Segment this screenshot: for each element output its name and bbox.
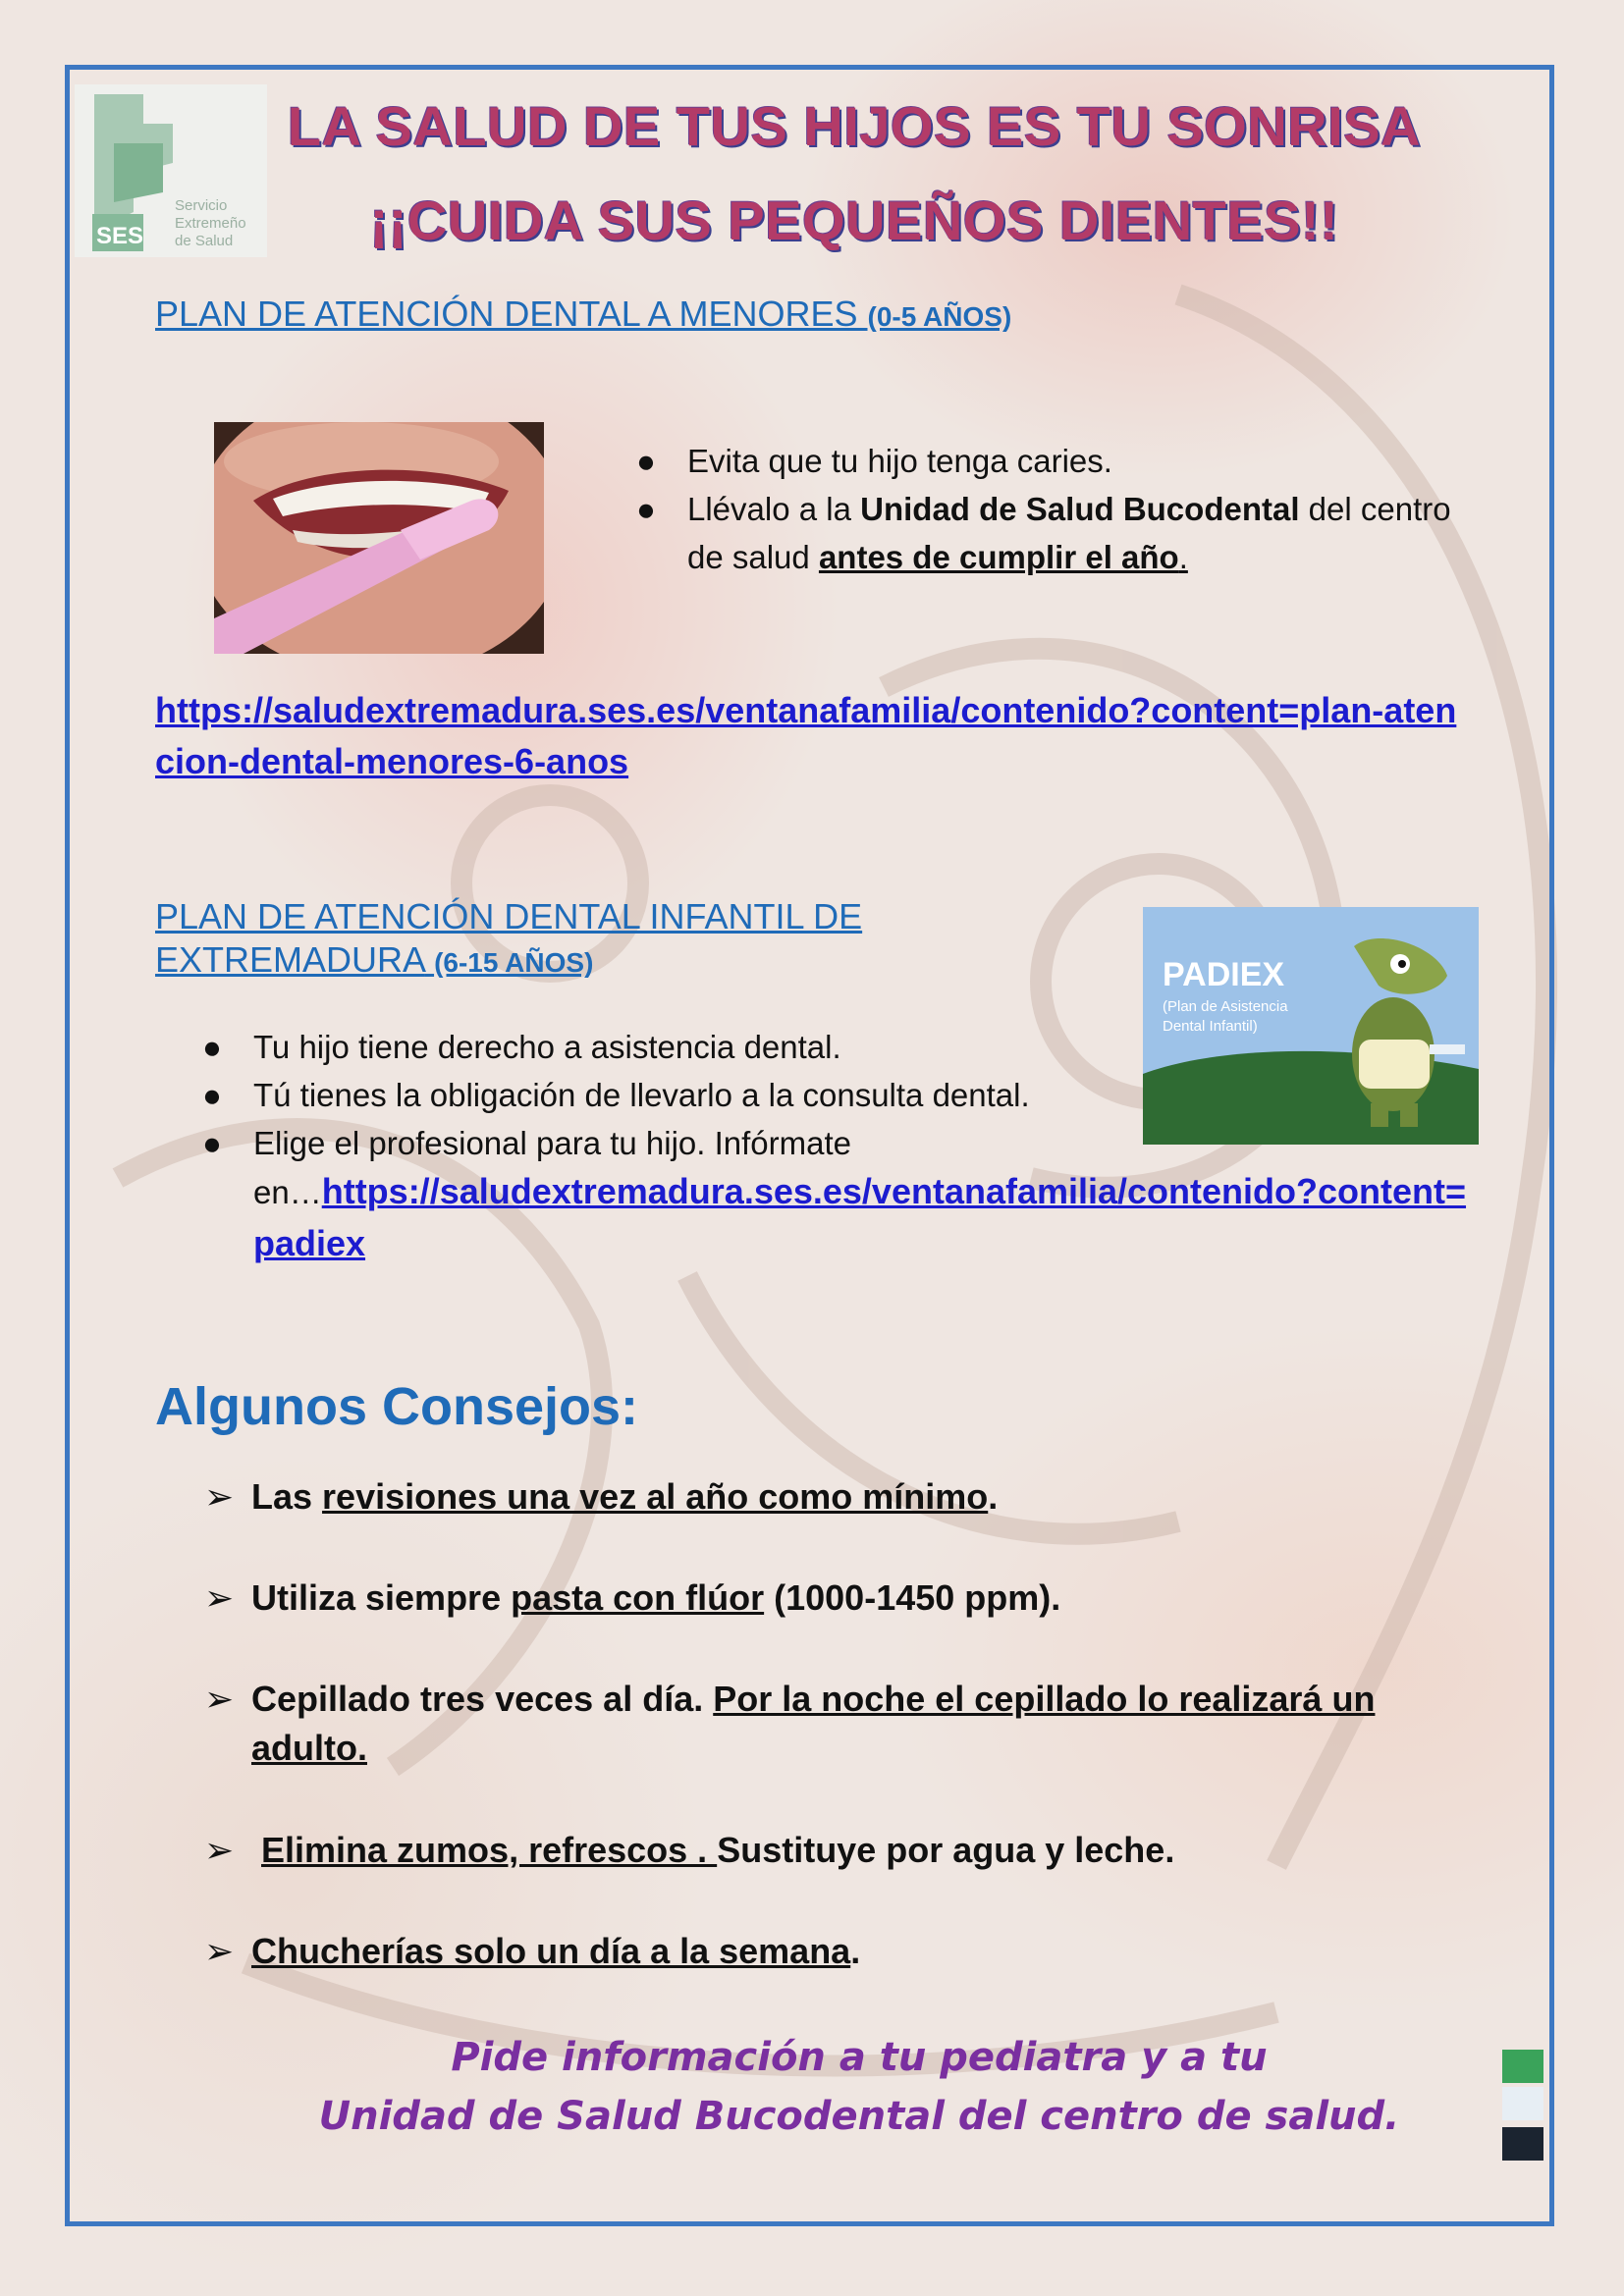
flag-white-stripe <box>1502 2087 1543 2120</box>
arrow-bullet-icon: ➢ <box>204 1577 235 1618</box>
consejos-heading: Algunos Consejos: <box>155 1377 639 1436</box>
footer-line1: Pide información a tu pediatra y a tu <box>451 2035 1268 2080</box>
link-prefix: en… <box>253 1174 322 1210</box>
list-item: ● Tu hijo tiene derecho a asistencia dental. <box>202 1023 1479 1071</box>
footer-note <box>226 2028 1492 2146</box>
list-item: ● Elige el profesional para tu hijo. Infórmate <box>202 1119 1479 1167</box>
section2-link[interactable]: https://saludextremadura.ses.es/ventanafamilia/contenido?content=padiex <box>253 1171 1467 1263</box>
section1-heading-text: PLAN DE ATENCIÓN DENTAL A MENORES <box>155 294 858 334</box>
page-title-line1: LA SALUD DE TUS HIJOS ES TU SONRISA <box>287 95 1422 157</box>
bullet-icon: ● <box>636 443 656 479</box>
svg-text:PADIEX: PADIEX <box>1163 956 1285 993</box>
tip-item: ➢ Chucherías solo un día a la semana. <box>206 1927 1483 1976</box>
bullet-icon: ● <box>202 1077 222 1113</box>
list-item: ● Llévalo a la Unidad de Salud Bucodental del centro de salud antes de cumplir el año. <box>636 485 1451 581</box>
svg-text:Dental Infantil): Dental Infantil) <box>1163 1018 1258 1035</box>
svg-text:SES: SES <box>96 223 144 249</box>
svg-text:de Salud: de Salud <box>175 233 234 249</box>
section2-heading-line2: EXTREMADURA <box>155 939 425 980</box>
section2-bullets <box>202 1023 1479 1167</box>
arrow-bullet-icon: ➢ <box>204 1679 235 1719</box>
section1-heading-age: (0-5 AÑOS) <box>867 301 1012 332</box>
child-toothbrush-photo <box>214 422 544 654</box>
bullet-icon: ● <box>636 491 656 527</box>
bullet-icon: ● <box>202 1029 222 1065</box>
bullet-icon: ● <box>202 1125 222 1161</box>
tip-item: ➢ Utiliza siempre pasta con flúor (1000-1450 ppm). <box>206 1574 1483 1623</box>
section2-heading-line1: PLAN DE ATENCIÓN DENTAL INFANTIL DE <box>155 896 863 936</box>
list-item: ● Evita que tu hijo tenga caries. <box>636 437 1451 485</box>
section2-heading <box>155 895 941 985</box>
svg-text:Servicio: Servicio <box>175 197 228 214</box>
arrow-bullet-icon: ➢ <box>204 1931 235 1971</box>
footer-line2: Unidad de Salud Bucodental del centro de salud. <box>318 2094 1400 2139</box>
svg-text:(Plan de Asistencia: (Plan de Asistencia <box>1163 998 1288 1015</box>
tip-item: ➢ Cepillado tres veces al día. Por la noche el cepillado lo realizará un adulto. <box>206 1675 1483 1773</box>
flag-green-stripe <box>1502 2050 1543 2083</box>
arrow-bullet-icon: ➢ <box>204 1830 235 1870</box>
tip-item: ➢ Las revisiones una vez al año como mínimo. <box>206 1472 1483 1522</box>
page-title-line2: ¡¡CUIDA SUS PEQUEÑOS DIENTES!! <box>369 189 1339 251</box>
section1-bullets <box>636 437 1451 581</box>
flag-black-stripe <box>1502 2127 1543 2161</box>
tip-item: ➢ Elimina zumos, refrescos . Sustituye por agua y leche. <box>206 1826 1483 1875</box>
svg-text:Extremeño: Extremeño <box>175 215 246 232</box>
section1-link[interactable]: https://saludextremadura.ses.es/ventanafamilia/contenido?content=plan-atencion-dental-menores-6-anos <box>155 690 1457 781</box>
arrow-bullet-icon: ➢ <box>204 1476 235 1517</box>
list-item: ● Tú tienes la obligación de llevarlo a la consulta dental. <box>202 1071 1479 1119</box>
section1-heading <box>155 293 1011 339</box>
section2-link-block <box>253 1166 1471 1270</box>
section2-heading-age: (6-15 AÑOS) <box>434 947 594 978</box>
